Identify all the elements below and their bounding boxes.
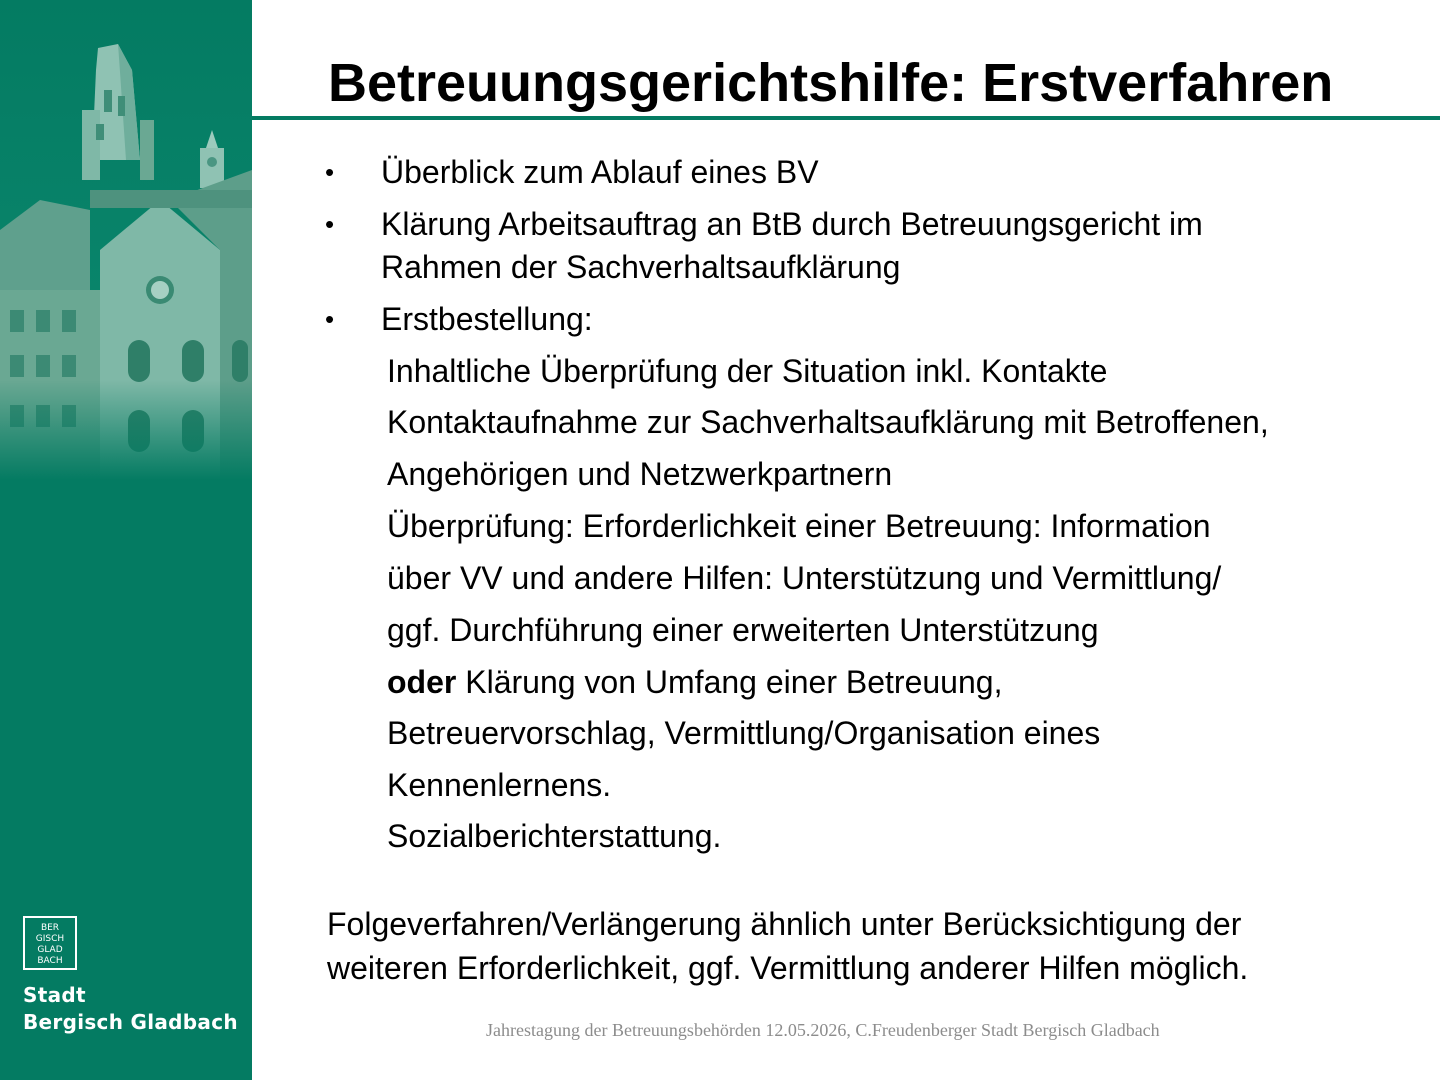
bullet-text: Erstbestellung: — [381, 301, 593, 337]
logo-letters-2: GISCH — [35, 934, 65, 944]
sub-line: Betreuervorschlag, Vermittlung/Organisation eines — [387, 715, 1101, 751]
city-name-line-2: Bergisch Gladbach — [23, 1010, 238, 1034]
closing-line: Folgeverfahren/Verlängerung ähnlich unter Berücksichtigung der — [327, 906, 1242, 942]
sub-line: Sozialberichterstattung. — [387, 818, 722, 854]
bullet-marker: • — [325, 304, 335, 334]
sub-line: Überprüfung: Erforderlichkeit einer Betreuung: Information — [387, 508, 1211, 544]
slide-title: Betreuungsgerichtshilfe: Erstverfahren — [328, 53, 1334, 113]
logo-letters-1: BER — [40, 923, 60, 933]
bullet-text: Klärung Arbeitsauftrag an BtB durch Betreuungsgericht im — [381, 206, 1203, 242]
sub-line: Angehörigen und Netzwerkpartnern — [387, 456, 893, 492]
oder-rest: Klärung von Umfang einer Betreuung, — [456, 664, 1003, 700]
city-name-line-1: Stadt — [23, 983, 86, 1007]
sub-line: ggf. Durchführung einer erweiterten Unterstützung — [387, 612, 1099, 648]
sub-line: Kennenlernens. — [387, 767, 612, 803]
sub-line: Kontaktaufnahme zur Sachverhaltsaufklärung mit Betroffenen, — [387, 404, 1269, 440]
closing-line: weiteren Erforderlichkeit, ggf. Vermittlung anderer Hilfen möglich. — [327, 950, 1249, 986]
sub-line: Inhaltliche Überprüfung der Situation inkl. Kontakte — [387, 353, 1108, 389]
sub-line: über VV und andere Hilfen: Unterstützung und Vermittlung/ — [387, 560, 1222, 596]
bullet-text: Überblick zum Ablauf eines BV — [381, 154, 819, 190]
sub-line-oder — [387, 663, 1002, 701]
bullet-marker: • — [325, 157, 335, 187]
bullet-marker: • — [325, 209, 335, 239]
footnote: Jahrestagung der Betreuungsbehörden 12.05.2026, C.Freudenberger Stadt Bergisch Gladbach — [486, 1020, 1160, 1040]
bullet-text: Rahmen der Sachverhaltsaufklärung — [381, 249, 901, 285]
logo-letters-3: GLAD — [37, 945, 63, 955]
oder-bold: oder — [387, 664, 457, 700]
logo-letters-4: BACH — [37, 956, 63, 966]
